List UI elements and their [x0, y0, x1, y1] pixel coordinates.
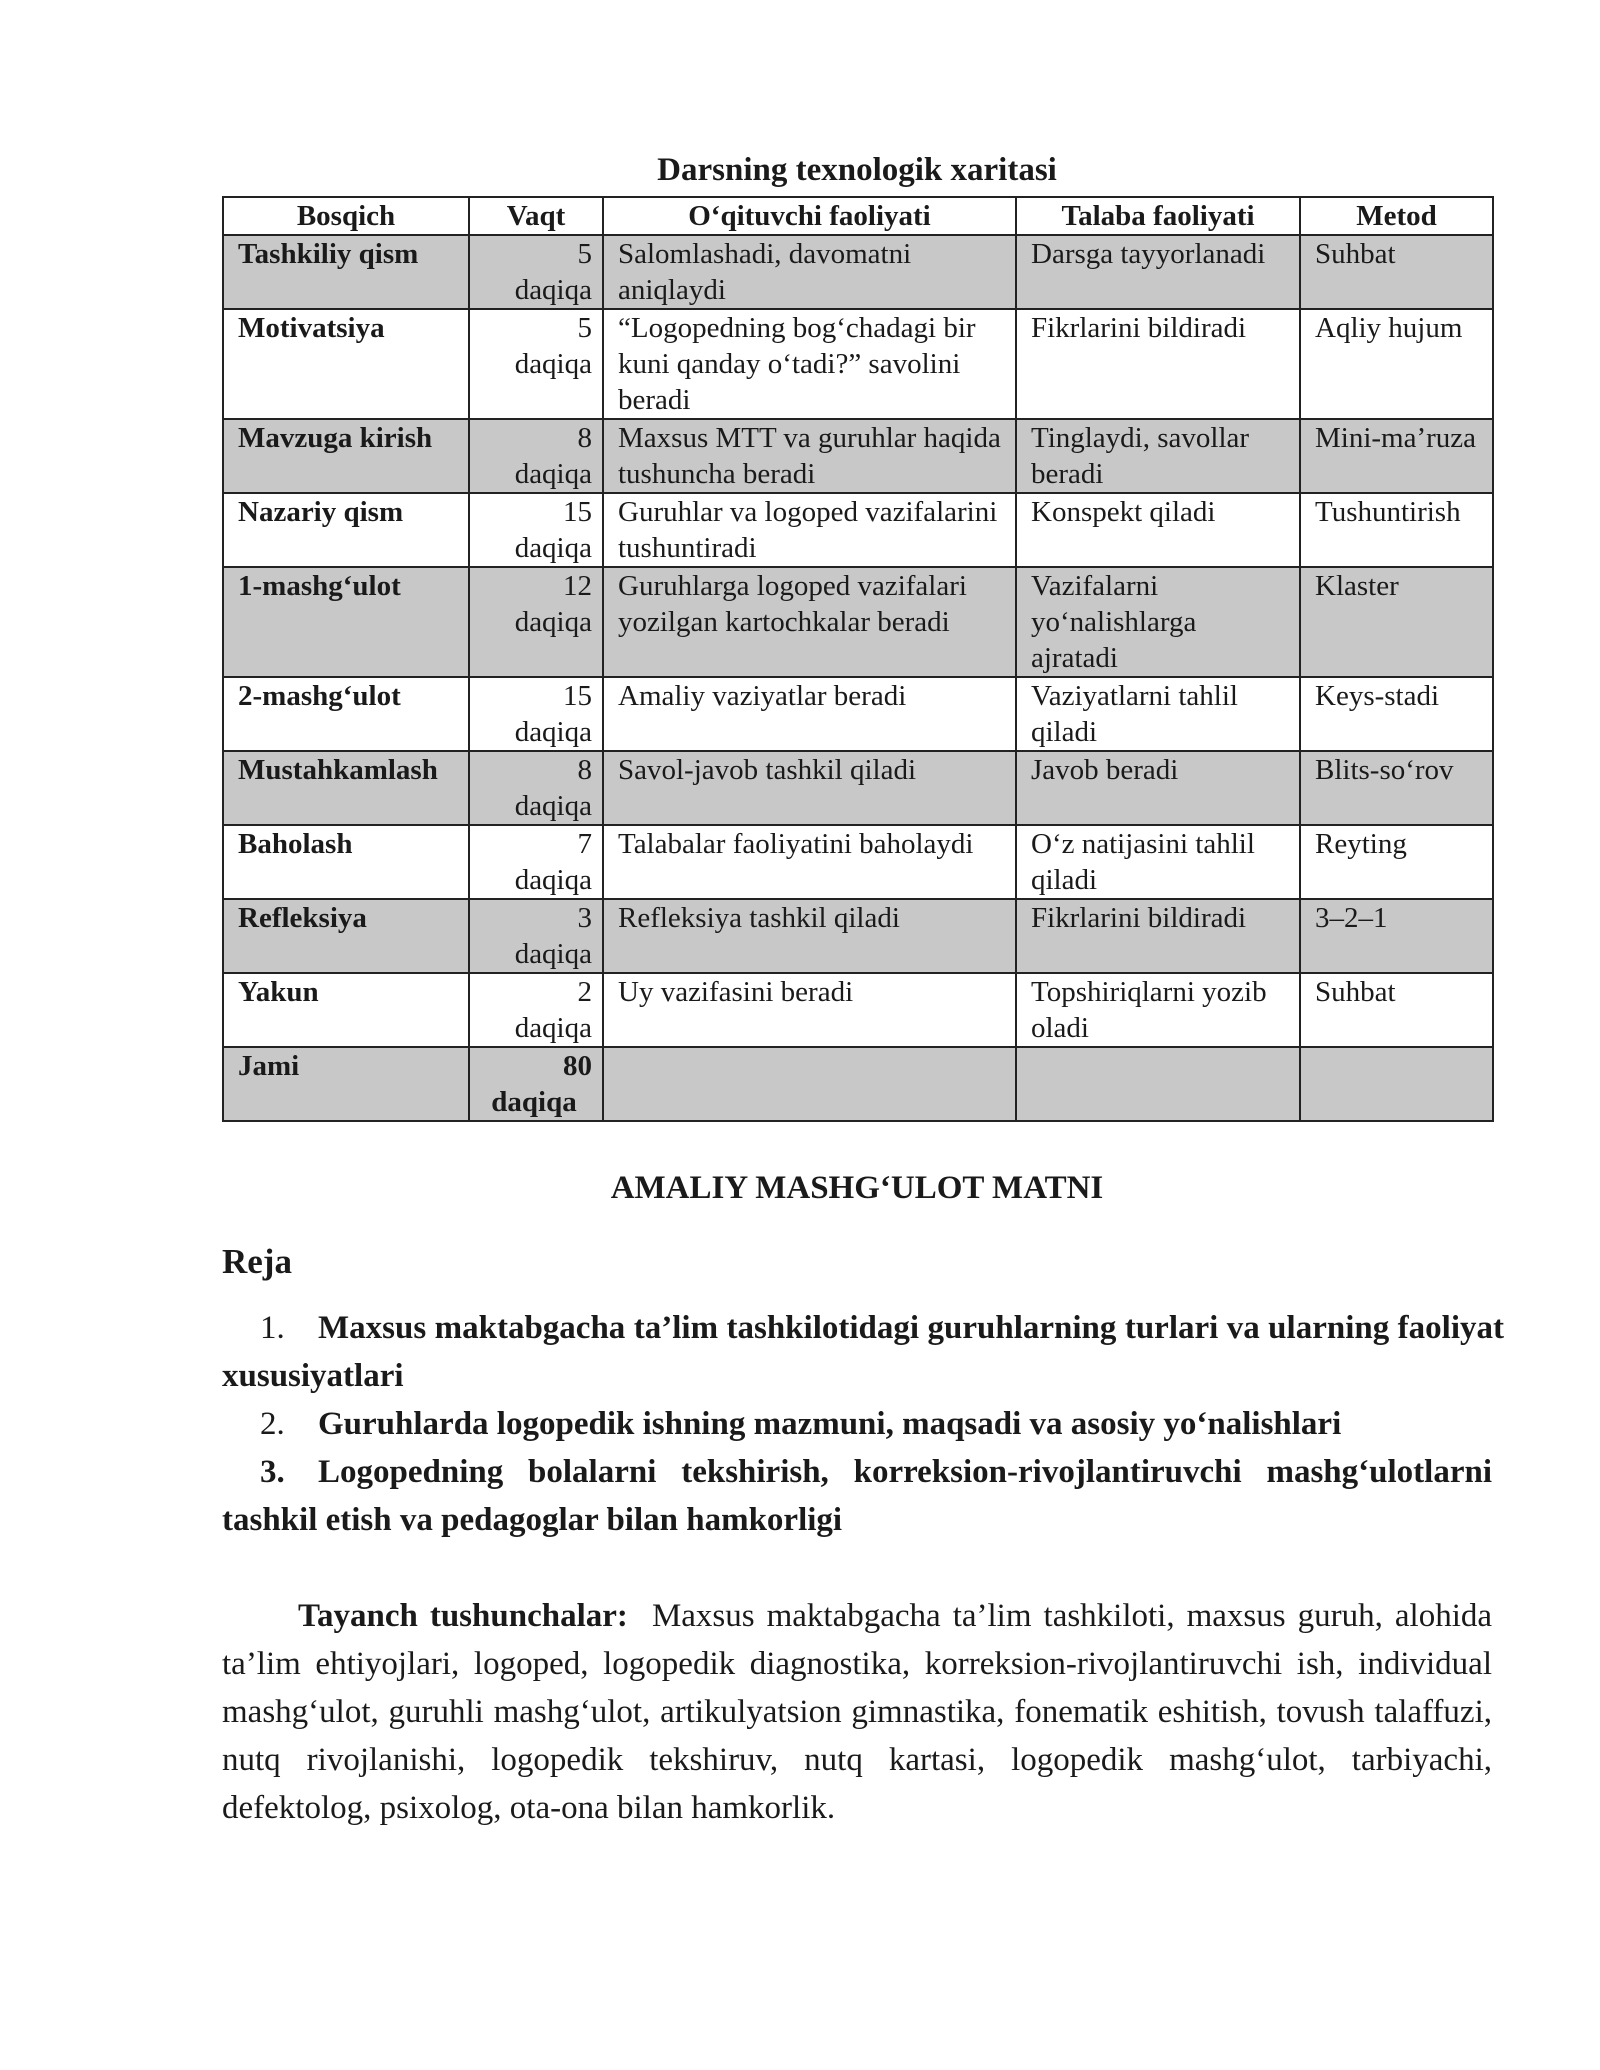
time-value: 12: [563, 570, 592, 602]
plan-item-text: Guruhlarda logopedik ishning mazmuni, maqsadi va asosiy yo‘nalishlari: [318, 1406, 1342, 1442]
method-cell: Keys-stadi: [1300, 677, 1493, 751]
stage-cell: 1-mashg‘ulot: [223, 567, 469, 677]
teacher-cell: Uy vazifasini beradi: [603, 973, 1016, 1047]
plan-heading: Reja: [222, 1242, 292, 1281]
header-time: Vaqt: [469, 197, 603, 235]
stage-cell: Yakun: [223, 973, 469, 1047]
method-cell: Suhbat: [1300, 973, 1493, 1047]
student-cell: O‘z natijasini tahlil qiladi: [1016, 825, 1300, 899]
table-row: [223, 419, 1493, 493]
plan-item-text: Logopedning bolalarni tekshirish, korreksion-rivojlantiruvchi mashg‘ulotlarni tashkil etish va pedagoglar bilan hamkorligi: [222, 1454, 1492, 1538]
time-cell: [469, 751, 603, 825]
empty-cell: [603, 1047, 1016, 1121]
table-row: [223, 309, 1493, 419]
student-cell: Konspekt qiladi: [1016, 493, 1300, 567]
time-value: 7: [577, 828, 592, 860]
method-cell: Reyting: [1300, 825, 1493, 899]
method-cell: Blits-so‘rov: [1300, 751, 1493, 825]
time-value: 5: [577, 238, 592, 270]
time-unit: daqiqa: [514, 532, 592, 564]
header-student: Talaba faoliyati: [1016, 197, 1300, 235]
table-row: [223, 751, 1493, 825]
table-row: [223, 493, 1493, 567]
time-value: 8: [577, 754, 592, 786]
time-unit: daqiqa: [514, 864, 592, 896]
time-cell: [469, 493, 603, 567]
plan-item: [222, 1448, 1492, 1544]
student-cell: Tinglaydi, savollar beradi: [1016, 419, 1300, 493]
section-title: AMALIY MASHG‘ULOT MATNI: [610, 1170, 1104, 1206]
time-unit: daqiqa: [514, 458, 592, 490]
empty-cell: [1016, 1047, 1300, 1121]
method-cell: Klaster: [1300, 567, 1493, 677]
time-cell: [469, 677, 603, 751]
plan-item: [222, 1304, 1504, 1400]
total-time-value: 80: [563, 1050, 592, 1082]
table-row: [223, 677, 1493, 751]
key-concepts-text: Maxsus maktabgacha ta’lim tashkiloti, maxsus guruh, alohida ta’lim ehtiyojlari, logoped, logopedik diagnostika, korreksion-rivojlantiruvchi ish, individual mashg‘ulot, guruhli mashg‘ulot, artikulyatsion gimnastika, fonematik eshitish, tovush talaffuzi, nutq rivojlanishi, logopedik tekshiruv, nutq kartasi, logopedik mashg‘ulot, tarbiyachi, defektolog, psixolog, ota-ona bilan hamkorlik.: [222, 1598, 1493, 1826]
time-value: 8: [577, 422, 592, 454]
stage-cell: Motivatsiya: [223, 309, 469, 419]
time-value: 15: [563, 680, 592, 712]
time-value: 5: [577, 312, 592, 344]
time-unit: daqiqa: [514, 274, 592, 306]
teacher-cell: Savol-javob tashkil qiladi: [603, 751, 1016, 825]
student-cell: Fikrlarini bildiradi: [1016, 899, 1300, 973]
teacher-cell: Amaliy vaziyatlar beradi: [603, 677, 1016, 751]
time-unit: daqiqa: [514, 348, 592, 380]
table-row: [223, 567, 1493, 677]
total-time-cell: [469, 1047, 603, 1121]
time-cell: [469, 825, 603, 899]
stage-cell: Nazariy qism: [223, 493, 469, 567]
key-concepts-label: Tayanch tushunchalar:: [298, 1598, 628, 1634]
empty-cell: [1300, 1047, 1493, 1121]
student-cell: Javob beradi: [1016, 751, 1300, 825]
teacher-cell: “Logopedning bog‘chadagi bir kuni qanday o‘tadi?” savolini beradi: [603, 309, 1016, 419]
teacher-cell: Refleksiya tashkil qiladi: [603, 899, 1016, 973]
header-teacher: O‘qituvchi faoliyati: [603, 197, 1016, 235]
time-cell: [469, 899, 603, 973]
time-value: 15: [563, 496, 592, 528]
time-unit: daqiqa: [514, 606, 592, 638]
total-time-unit: daqiqa: [491, 1086, 577, 1118]
student-cell: Vaziyatlarni tahlil qiladi: [1016, 677, 1300, 751]
time-unit: daqiqa: [514, 790, 592, 822]
key-concepts-paragraph: [222, 1592, 1492, 1832]
plan-item-number: 1.: [260, 1310, 285, 1346]
time-unit: daqiqa: [514, 716, 592, 748]
method-cell: 3–2–1: [1300, 899, 1493, 973]
total-row: [223, 1047, 1493, 1121]
stage-cell: Mustahkamlash: [223, 751, 469, 825]
plan-item: [222, 1400, 1504, 1448]
table-row: [223, 825, 1493, 899]
student-cell: Vazifalarni yo‘nalishlarga ajratadi: [1016, 567, 1300, 677]
teacher-cell: Salomlashadi, davomatni aniqlaydi: [603, 235, 1016, 309]
method-cell: Aqliy hujum: [1300, 309, 1493, 419]
header-stage: Bosqich: [223, 197, 469, 235]
lesson-map-table: [222, 196, 1494, 1122]
time-value: 3: [577, 902, 592, 934]
plan-item-number: 3.: [260, 1454, 285, 1490]
stage-cell: Baholash: [223, 825, 469, 899]
plan-item-text: Maxsus maktabgacha ta’lim tashkilotidagi guruhlarning turlari va ularning faoliyat xususiyatlari: [222, 1310, 1504, 1394]
stage-cell: 2-mashg‘ulot: [223, 677, 469, 751]
time-cell: [469, 419, 603, 493]
stage-cell: Tashkiliy qism: [223, 235, 469, 309]
stage-cell: Refleksiya: [223, 899, 469, 973]
table-row: [223, 899, 1493, 973]
table-row: [223, 973, 1493, 1047]
method-cell: Suhbat: [1300, 235, 1493, 309]
method-cell: Tushuntirish: [1300, 493, 1493, 567]
time-cell: [469, 309, 603, 419]
time-cell: [469, 567, 603, 677]
table-title: Darsning texnologik xaritasi: [657, 152, 1057, 188]
time-value: 2: [577, 976, 592, 1008]
student-cell: Darsga tayyorlanadi: [1016, 235, 1300, 309]
time-cell: [469, 235, 603, 309]
time-unit: daqiqa: [514, 1012, 592, 1044]
stage-cell: Mavzuga kirish: [223, 419, 469, 493]
table-header-row: [223, 197, 1493, 235]
student-cell: Topshiriqlarni yozib oladi: [1016, 973, 1300, 1047]
plan-list: [222, 1304, 1504, 1544]
teacher-cell: Guruhlar va logoped vazifalarini tushuntiradi: [603, 493, 1016, 567]
time-unit: daqiqa: [514, 938, 592, 970]
total-label-cell: Jami: [223, 1047, 469, 1121]
student-cell: Fikrlarini bildiradi: [1016, 309, 1300, 419]
method-cell: Mini-ma’ruza: [1300, 419, 1493, 493]
teacher-cell: Maxsus MTT va guruhlar haqida tushuncha beradi: [603, 419, 1016, 493]
header-method: Metod: [1300, 197, 1493, 235]
teacher-cell: Guruhlarga logoped vazifalari yozilgan kartochkalar beradi: [603, 567, 1016, 677]
teacher-cell: Talabalar faoliyatini baholaydi: [603, 825, 1016, 899]
table-row: [223, 235, 1493, 309]
time-cell: [469, 973, 603, 1047]
plan-item-number: 2.: [260, 1406, 285, 1442]
